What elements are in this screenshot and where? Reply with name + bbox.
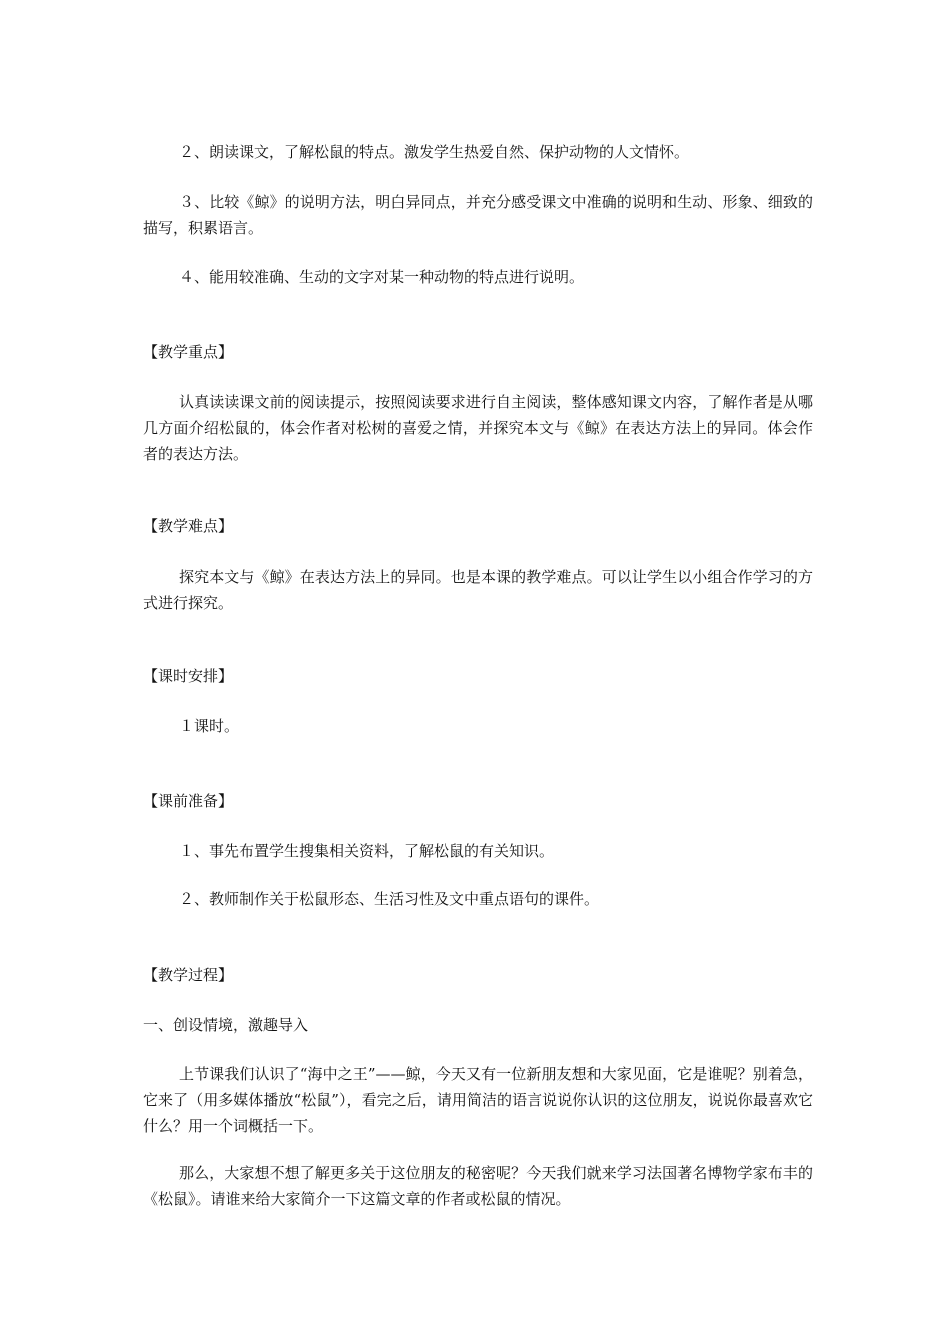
key-points-heading: 【教学重点】 xyxy=(143,343,234,361)
schedule-text: １课时。 xyxy=(179,717,240,735)
schedule-heading: 【课时安排】 xyxy=(143,667,234,685)
preparation-item-2: ２、教师制作关于松鼠形态、生活习性及文中重点语句的课件。 xyxy=(179,890,600,908)
process-paragraph-2: 那么，大家想不想了解更多关于这位朋友的秘密呢？今天我们就来学习法国著名博物学家布丰的《松鼠》。请谁来给大家简介一下这篇文章的作者或松鼠的情况。 xyxy=(143,1164,813,1208)
key-points-text: 认真读读课文前的阅读提示，按照阅读要求进行自主阅读，整体感知课文内容，了解作者是从哪几方面介绍松鼠的，体会作者对松树的喜爱之情，并探究本文与《鲸》在表达方法上的异同。体会作者的表达方法。 xyxy=(143,393,813,463)
preparation-heading: 【课前准备】 xyxy=(143,792,234,810)
process-paragraph-1: 上节课我们认识了“海中之王”——鲸，今天又有一位新朋友想和大家见面，它是谁呢？别着急，它来了（用多媒体播放“松鼠”），看完之后，请用简洁的语言说说你认识的这位朋友，说说你最喜欢它什么？用一个词概括一下。 xyxy=(143,1065,813,1135)
section-1-title: 一、创设情境，激趣导入 xyxy=(143,1016,309,1034)
objective-item-3: ３、比较《鲸》的说明方法，明白异同点，并充分感受课文中准确的说明和生动、形象、细致的描写，积累语言。 xyxy=(143,193,813,237)
difficulties-heading: 【教学难点】 xyxy=(143,517,234,535)
preparation-item-1: １、事先布置学生搜集相关资料，了解松鼠的有关知识。 xyxy=(179,842,555,860)
objective-item-2: ２、朗读课文，了解松鼠的特点。激发学生热爱自然、保护动物的人文情怀。 xyxy=(179,143,690,161)
process-heading: 【教学过程】 xyxy=(143,966,234,984)
objective-item-4: ４、能用较准确、生动的文字对某一种动物的特点进行说明。 xyxy=(179,268,585,286)
difficulties-text: 探究本文与《鲸》在表达方法上的异同。也是本课的教学难点。可以让学生以小组合作学习的方式进行探究。 xyxy=(143,568,813,612)
